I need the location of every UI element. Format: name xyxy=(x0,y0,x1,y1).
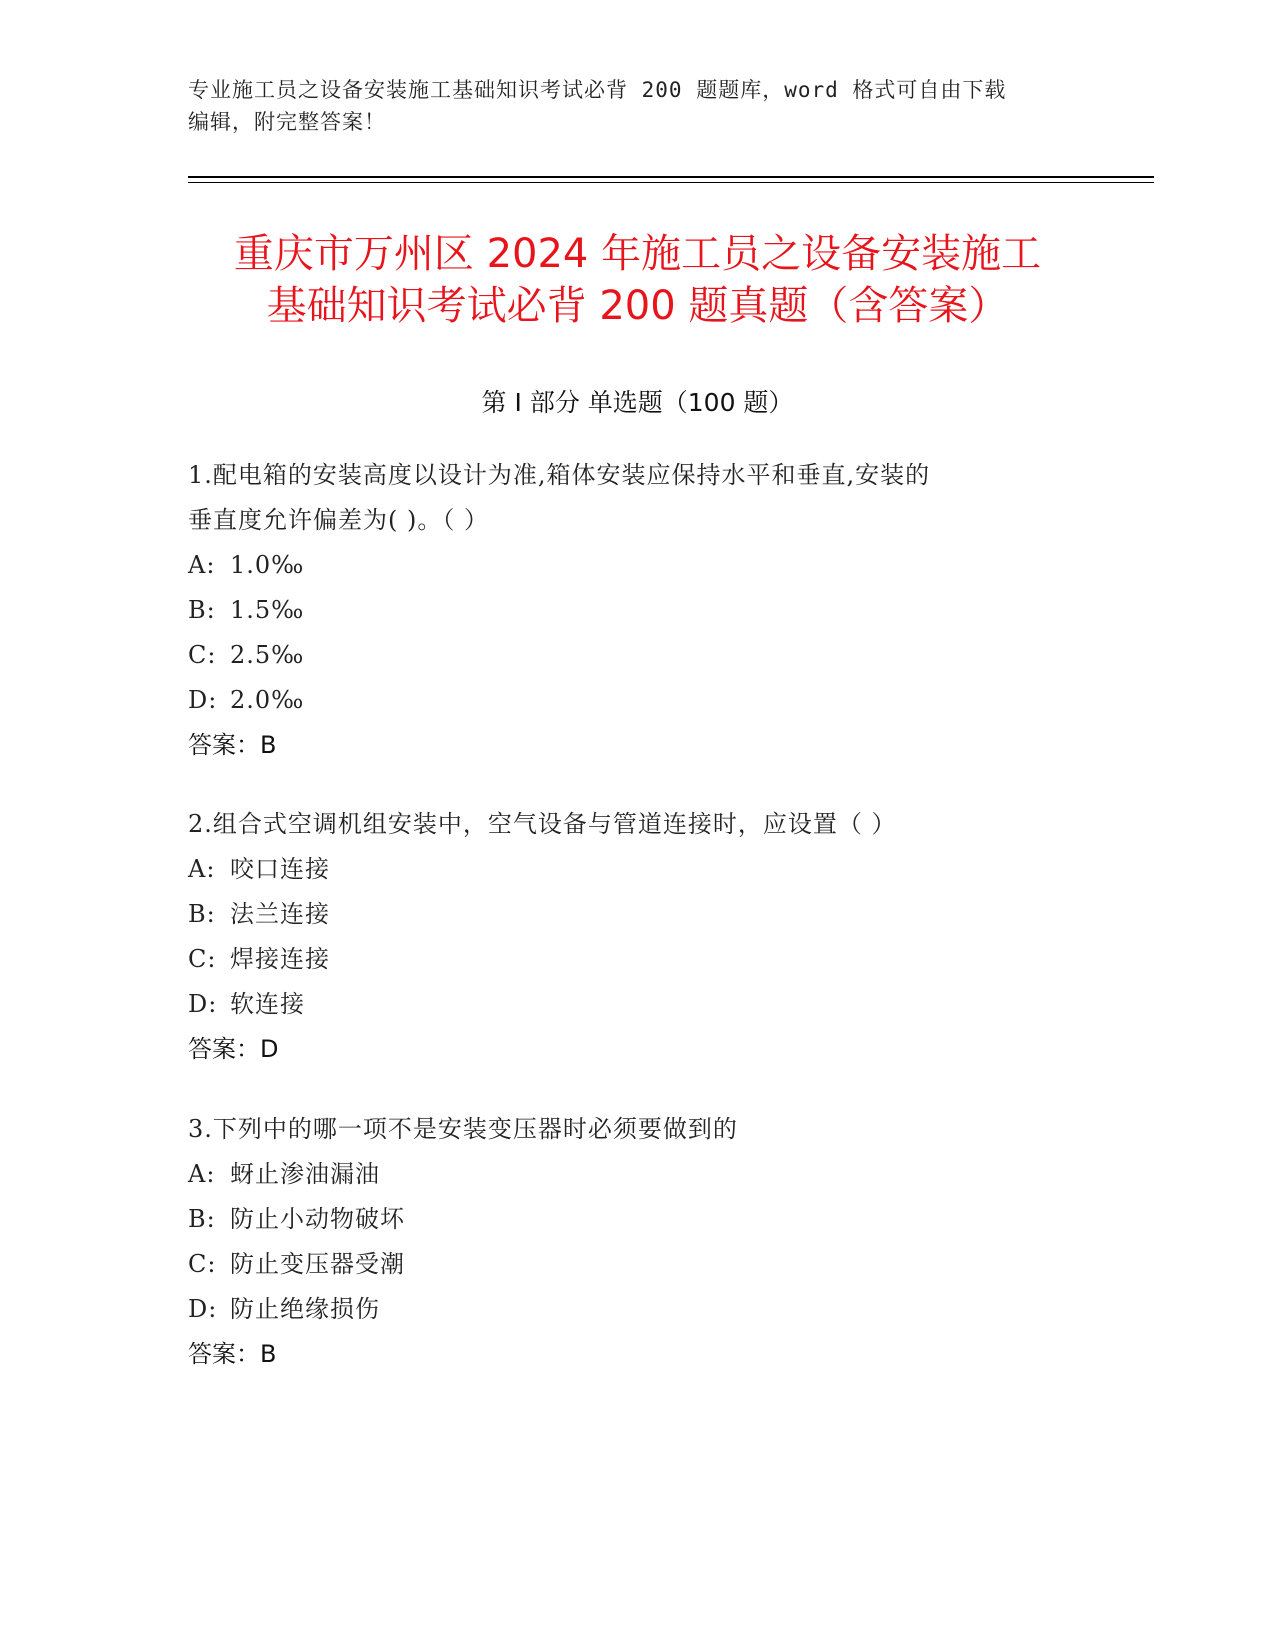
answer-label: 答案：B xyxy=(188,1340,277,1368)
header-divider-thin xyxy=(188,182,1154,183)
option-d xyxy=(188,678,1088,723)
option-c xyxy=(188,633,1088,678)
option-letter: C: xyxy=(188,1250,217,1278)
question-2 xyxy=(188,802,1088,1072)
option-text: 咬口连接 xyxy=(230,855,330,883)
option-text: 防止绝缘损伤 xyxy=(230,1295,380,1323)
answer-label: 答案：B xyxy=(188,731,277,759)
question-stem-continued: 垂直度允许偏差为( )。（ ） xyxy=(188,506,489,534)
option-b xyxy=(188,1197,1088,1242)
option-letter: B: xyxy=(188,900,216,928)
header-note-line2: 编辑，附完整答案！ xyxy=(188,110,386,134)
option-letter: D: xyxy=(188,990,218,1018)
option-text: 防止小动物破坏 xyxy=(230,1205,405,1233)
option-a xyxy=(188,543,1088,588)
option-letter: B: xyxy=(188,1205,216,1233)
question-1 xyxy=(188,453,1088,768)
option-text: 1.5‰ xyxy=(230,596,305,624)
option-text: 法兰连接 xyxy=(230,900,330,928)
option-text: 1.0‰ xyxy=(230,551,305,579)
option-text: 软连接 xyxy=(230,990,305,1018)
option-letter: A: xyxy=(188,855,216,883)
option-letter: D: xyxy=(188,686,218,714)
option-text: 焊接连接 xyxy=(230,945,330,973)
header-note xyxy=(188,74,1088,138)
option-a xyxy=(188,1152,1088,1197)
document-title-line2: 基础知识考试必背 200 题真题（含答案） xyxy=(266,283,1009,329)
option-letter: A: xyxy=(188,551,216,579)
option-d xyxy=(188,982,1088,1027)
question-3 xyxy=(188,1107,1088,1377)
option-letter: C: xyxy=(188,641,217,669)
option-text: 防止变压器受潮 xyxy=(230,1250,405,1278)
question-stem: 2.组合式空调机组安装中，空气设备与管道连接时，应设置（ ） xyxy=(188,810,897,838)
option-c xyxy=(188,937,1088,982)
option-text: 蚜止渗油漏油 xyxy=(230,1160,380,1188)
option-d xyxy=(188,1287,1088,1332)
answer-label: 答案：D xyxy=(188,1035,279,1063)
option-letter: A: xyxy=(188,1160,216,1188)
option-text: 2.0‰ xyxy=(230,686,305,714)
document-title-line1: 重庆市万州区 2024 年施工员之设备安装施工 xyxy=(233,231,1042,277)
option-text: 2.5‰ xyxy=(230,641,305,669)
option-b xyxy=(188,892,1088,937)
option-c xyxy=(188,1242,1088,1287)
question-stem: 1.配电箱的安装高度以设计为准,箱体安装应保持水平和垂直,安装的 xyxy=(188,461,931,489)
section-heading: 第 I 部分 单选题（100 题） xyxy=(481,388,794,417)
option-letter: D: xyxy=(188,1295,218,1323)
document-title xyxy=(150,228,1125,332)
option-a xyxy=(188,847,1088,892)
option-b xyxy=(188,588,1088,633)
question-stem: 3.下列中的哪一项不是安装变压器时必须要做到的 xyxy=(188,1115,738,1143)
header-divider-thick xyxy=(188,176,1154,178)
option-letter: C: xyxy=(188,945,217,973)
option-letter: B: xyxy=(188,596,216,624)
header-note-line1: 专业施工员之设备安装施工基础知识考试必背 200 题题库，word 格式可自由下载 xyxy=(188,78,1007,102)
